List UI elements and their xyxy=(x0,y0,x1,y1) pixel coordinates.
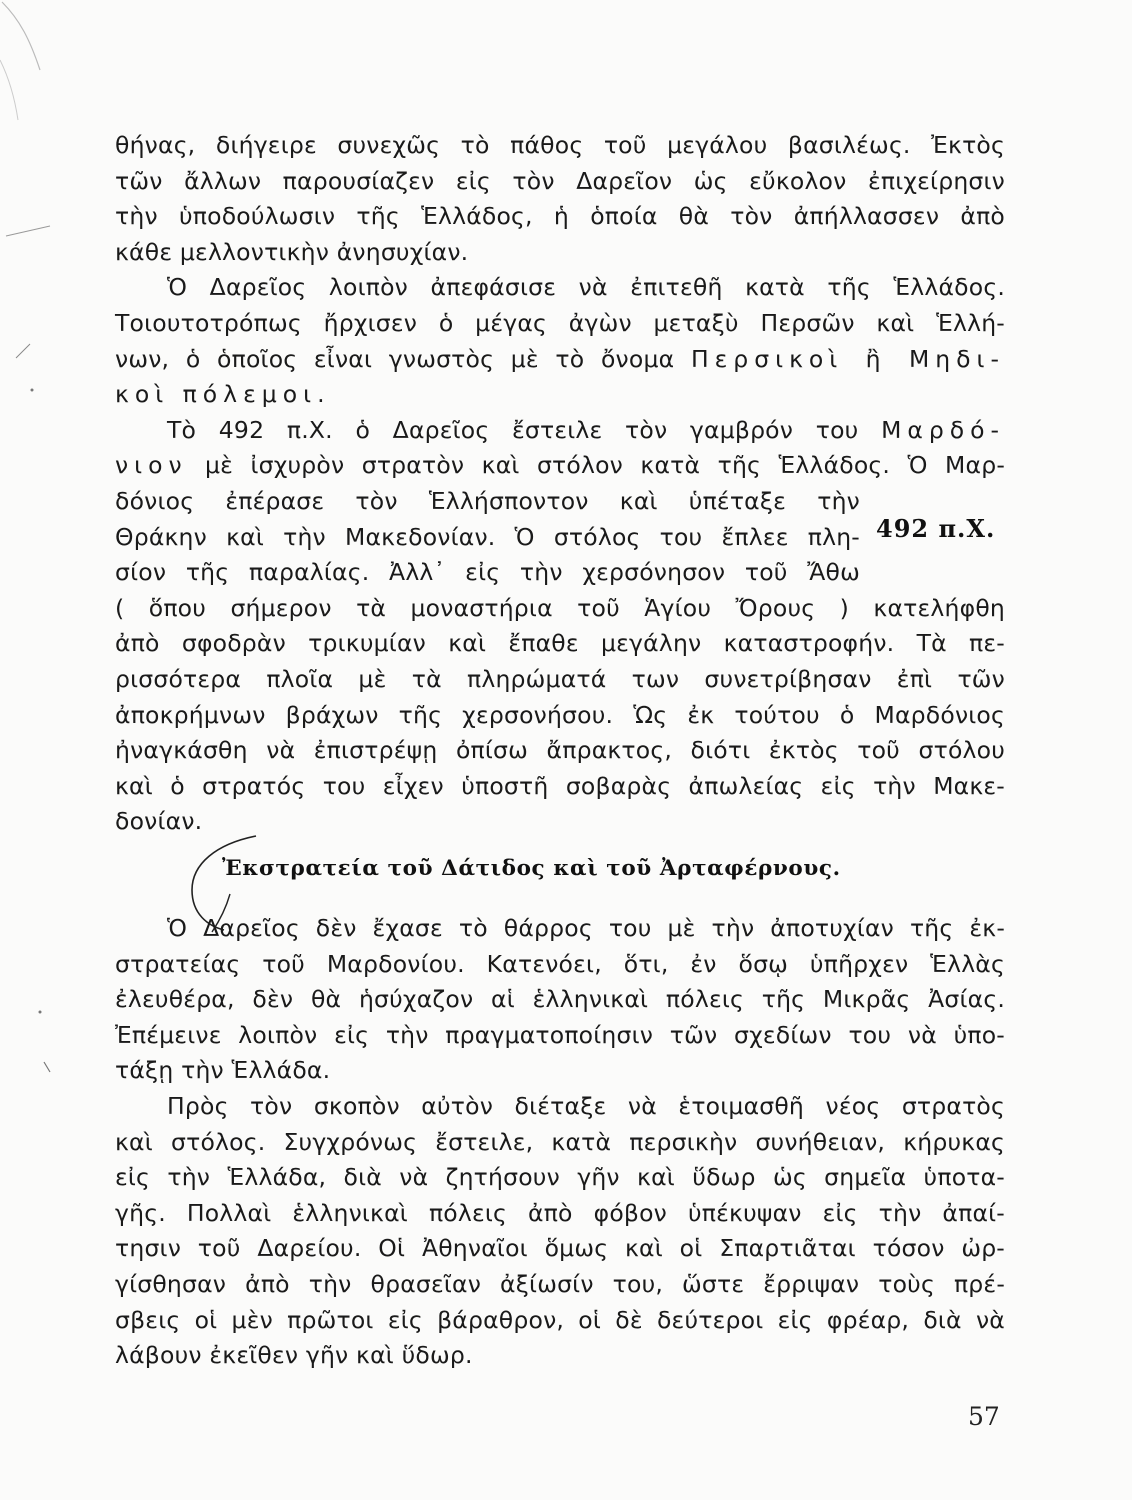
text-fragment: νων, ὁ ὁποῖος εἶναι γνωστὸς μὲ τὸ ὄνομα xyxy=(115,344,675,373)
page-edge-scratches xyxy=(0,0,80,1500)
text-line: καὶ ὁ στρατός του εἶχεν ὑποστῆ σοβαρὰς ἀπωλείας εἰς τὴν Μακε- xyxy=(115,771,1005,800)
spaced-term: Μαρδό- xyxy=(881,415,1006,444)
text-line: σβεις οἱ μὲν πρῶτοι εἰς βάραθρον, οἱ δὲ δεύτεροι εἰς φρέαρ, διὰ νὰ xyxy=(115,1305,1005,1334)
text-line: ρισσότερα πλοῖα μὲ τὰ πληρώματά των συνετρίβησαν ἐπὶ τῶν xyxy=(115,664,1005,693)
text-fragment: Τὸ 492 π.Χ. ὁ Δαρεῖος ἔστειλε τὸν γαμβρόν του xyxy=(167,415,859,444)
text-line: ἠναγκάσθη νὰ ἐπιστρέψῃ ὀπίσω ἄπρακτος, διότι ἐκτὸς τοῦ στόλου xyxy=(115,736,1005,765)
section-heading: Ἐκστρατεία τοῦ Δάτιδος καὶ τοῦ Ἀρταφέρνους. xyxy=(222,856,841,881)
text-line xyxy=(115,413,1005,449)
text-line: Θράκην καὶ τὴν Μακεδονίαν. Ὁ στόλος του ἔπλεε πλη- xyxy=(115,522,860,551)
text-line: τησιν τοῦ Δαρείου. Οἱ Ἀθηναῖοι ὅμως καὶ οἱ Σπαρτιᾶται τόσον ὠρ- xyxy=(115,1234,1005,1263)
text-line: ἀπὸ σφοδρὰν τρικυμίαν καὶ ἔπαθε μεγάλην καταστροφήν. Τὰ πε- xyxy=(115,629,1005,658)
text-line xyxy=(115,377,1005,413)
text-line: Ὁ Δαρεῖος λοιπὸν ἀπεφάσισε νὰ ἐπιτεθῆ κατὰ τῆς Ἑλλάδος. xyxy=(167,273,1005,302)
text-line xyxy=(115,448,1005,484)
text-line: τῶν ἄλλων παρουσίαζεν εἰς τὸν Δαρεῖον ὡς εὔκολον ἐπιχείρησιν xyxy=(115,166,1005,195)
text-line: κάθε μελλοντικὴν ἀνησυχίαν. xyxy=(115,237,469,266)
text-line: δόνιος ἐπέρασε τὸν Ἑλλήσποντον καὶ ὑπέταξε τὴν xyxy=(115,486,860,515)
text-line: Ὁ Δαρεῖος δὲν ἔχασε τὸ θάρρος του μὲ τὴν ἀποτυχίαν τῆς ἐκ- xyxy=(167,914,1005,942)
text-line: στρατείας τοῦ Μαρδονίου. Κατενόει, ὅτι, ἐν ὅσῳ ὑπῆρχεν Ἑλλὰς xyxy=(115,949,1005,978)
spaced-term: Περσικοὶ ἢ Μηδι- xyxy=(690,344,1005,373)
text-line: Ἐπέμεινε λοιπὸν εἰς τὴν πραγματοποίησιν τῶν σχεδίων του νὰ ὑπο- xyxy=(115,1020,1005,1049)
text-line: ἀποκρήμνων βράχων τῆς χερσονήσου. Ὡς ἐκ τούτου ὁ Μαρδόνιος xyxy=(115,700,1005,729)
page-number: 57 xyxy=(968,1402,1000,1431)
text-line: Τοιουτοτρόπως ἤρχισεν ὁ μέγας ἀγὼν μεταξὺ Περσῶν καὶ Ἑλλή- xyxy=(115,308,1005,337)
text-line: τὴν ὑποδούλωσιν τῆς Ἑλλάδος, ἡ ὁποία θὰ τὸν ἀπήλλασσεν ἀπὸ xyxy=(115,202,1005,231)
text-line: γίσθησαν ἀπὸ τὴν θρασεῖαν ἀξίωσίν του, ὥστε ἔρριψαν τοὺς πρέ- xyxy=(115,1269,1005,1298)
text-line: ἐλευθέρα, δὲν θὰ ἡσύχαζον αἱ ἑλληνικαὶ πόλεις τῆς Μικρᾶς Ἀσίας. xyxy=(115,985,1005,1014)
text-line: λάβουν ἐκεῖθεν γῆν καὶ ὕδωρ. xyxy=(115,1341,473,1370)
text-line: καὶ στόλος. Συγχρόνως ἔστειλε, κατὰ περσικὴν συνήθειαν, κήρυκας xyxy=(115,1127,1005,1156)
text-line: δονίαν. xyxy=(115,807,203,836)
text-line: ( ὅπου σήμερον τὰ μοναστήρια τοῦ Ἁγίου Ὄρους ) κατελήφθη xyxy=(115,593,1005,622)
text-line xyxy=(115,342,1005,378)
text-line: τάξῃ τὴν Ἑλλάδα. xyxy=(115,1056,331,1085)
margin-date-note: 492 π.Χ. xyxy=(876,514,996,543)
spaced-term: νιον xyxy=(115,451,188,480)
main-text-upper xyxy=(115,128,1005,840)
text-line: εἰς τὴν Ἑλλάδα, διὰ νὰ ζητήσουν γῆν καὶ ὕδωρ ὡς σημεῖα ὑποτα- xyxy=(115,1163,1005,1192)
text-line: θήνας, διήγειρε συνεχῶς τὸ πάθος τοῦ μεγάλου βασιλέως. Ἐκτὸς xyxy=(115,131,1005,159)
text-line: Πρὸς τὸν σκοπὸν αὐτὸν διέταξε νὰ ἑτοιμασθῆ νέος στρατὸς xyxy=(167,1091,1005,1120)
text-line: σίον τῆς παραλίας. Ἀλλ᾿ εἰς τὴν χερσόνησον τοῦ Ἄθω xyxy=(115,558,860,587)
text-line: γῆς. Πολλαὶ ἑλληνικαὶ πόλεις ἀπὸ φόβον ὑπέκυψαν εἰς τὴν ἀπαί- xyxy=(115,1198,1005,1227)
spaced-term: κοὶ πόλεμοι. xyxy=(115,380,331,409)
text-fragment: μὲ ἰσχυρὸν στρατὸν καὶ στόλον κατὰ τῆς Ἑλλάδος. Ὁ Μαρ- xyxy=(205,451,1005,480)
main-text-lower xyxy=(115,911,1005,1374)
